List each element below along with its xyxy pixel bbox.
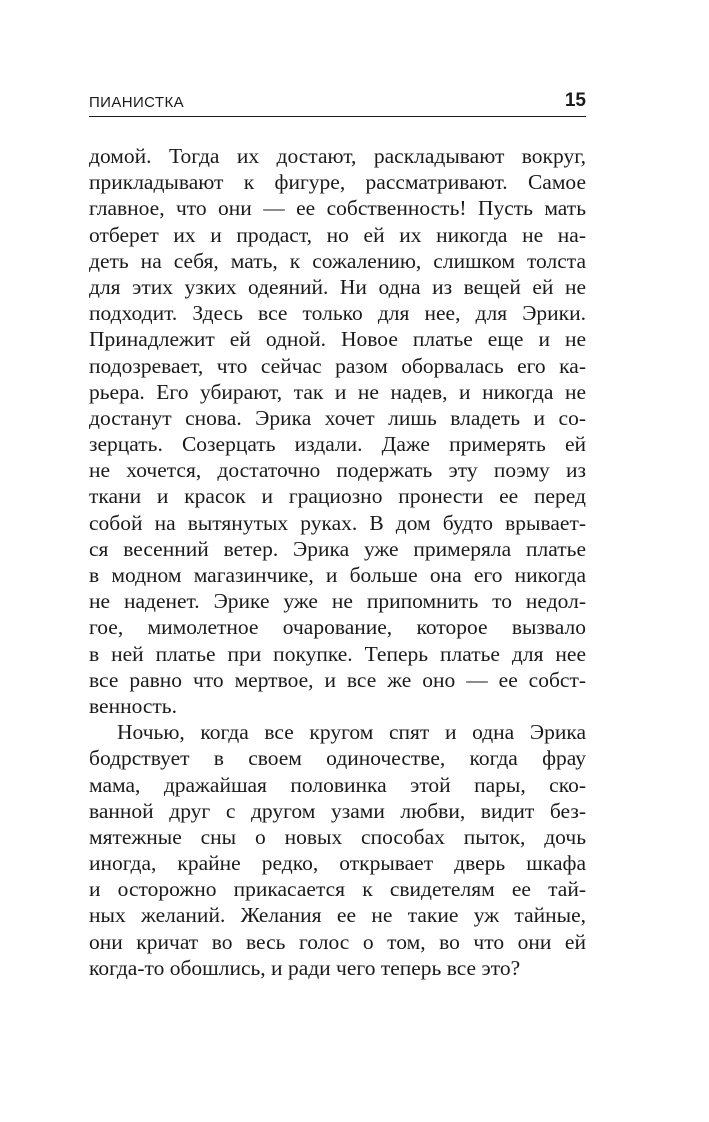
text-line: прикладывают к фигуре, рассматривают. Самое [89,170,586,195]
text-line: в модном магазинчике, и больше она его никогда [89,563,586,587]
text-line: венность. [89,693,177,718]
text-line: ткани и красок и грациозно пронести ее перед [89,484,586,509]
paragraph [89,719,586,981]
text-line: все равно что мертвое, и все же оно — ее собст- [89,667,586,692]
text-line: иногда, крайне редко, открывает дверь шкафа [89,851,586,876]
text-line: ных желаний. Желания ее не такие уж тайные, [89,903,586,928]
text-line: подозревает, что сейчас разом оборвалась его ка- [89,353,586,378]
text-line: домой. Тогда их достают, раскладывают вокруг, [89,144,586,168]
text-line: зерцать. Созерцать издали. Даже примерять ей [89,432,586,457]
text-line: ванной друг с другом узами любви, видит без- [89,798,586,823]
text-line: Ночью, когда все кругом спят и одна Эрика [117,720,586,745]
text-line: и осторожно прикасается к свидетелям ее тай- [89,877,586,902]
running-header [89,90,586,117]
text-line: не наденет. Эрике уже не припомнить то недол- [89,589,586,614]
text-line: собой на вытянутых руках. В дом будто врывает- [89,510,586,535]
paragraph [89,143,586,719]
text-line: рьера. Его убирают, так и не надев, и никогда не [89,379,586,404]
text-line: главное, что они — ее собственность! Пусть мать [89,196,586,221]
text-line: отберет их и продаст, но ей их никогда не на- [89,222,586,247]
text-line: деть на себя, мать, к сожалению, слишком толста [89,248,586,273]
text-line: они кричат во весь голос о том, во что они ей [89,929,586,954]
body-text [89,143,586,981]
text-line: мятежные сны о новых способах пыток, дочь [89,824,586,849]
text-line: ся весенний ветер. Эрика уже примеряла платье [89,536,586,561]
text-line: когда-то обошлись, и ради чего теперь все это? [89,955,521,980]
text-line: достанут снова. Эрика хочет лишь владеть и со- [89,405,586,430]
text-line: Принадлежит ей одной. Новое платье еще и не [89,327,586,352]
text-line: бодрствует в своем одиночестве, когда фрау [89,746,586,771]
text-line: подходит. Здесь все только для нее, для Эрики. [89,301,586,326]
running-title: ПИАНИСТКА [89,94,185,111]
text-line: в ней платье при покупке. Теперь платье для нее [89,641,586,666]
text-line: гое, мимолетное очарование, которое вызвало [89,615,586,640]
page-number: 15 [564,90,586,111]
text-line: для этих узких одеяний. Ни одна из вещей ей не [89,274,586,299]
text-line: мама, дражайшая половинка этой пары, ско- [89,772,586,797]
text-line: не хочется, достаточно подержать эту поэму из [89,458,586,483]
